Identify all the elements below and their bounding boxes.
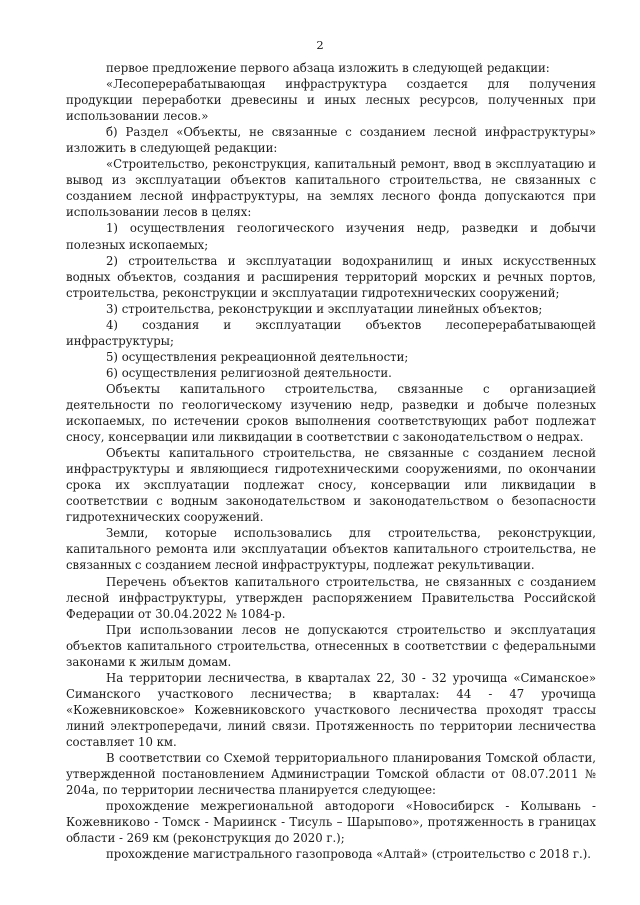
list-item: 1) осуществления геологического изучения недр, разведки и добычи полезных ископаемых; bbox=[66, 221, 596, 252]
paragraph: При использовании лесов не допускаются строительство и эксплуатация объектов капитального строительства, отнесенных в соответствии с федеральными законами к жилым домам. bbox=[66, 622, 596, 669]
paragraph: «Лесоперерабатывающая инфраструктура создается для получения продукции переработки древесины и иных лесных ресурсов, полученных при использовании лесов.» bbox=[66, 77, 596, 124]
list-item: 2) строительства и эксплуатации водохранилищ и иных искусственных водных объектов, создания и расширения территорий морских и речных портов, строительства, реконструкции и эксплуатации гидротехнических сооружений; bbox=[66, 253, 596, 300]
list-item: 4) создания и эксплуатации объектов лесоперерабатывающей инфраструктуры; bbox=[66, 317, 596, 348]
paragraph: Земли, которые использовались для строительства, реконструкции, капитального ремонта или эксплуатации объектов капитального строительства, не связанных с созданием лесной инфраструктуры, подлежат рекультивации. bbox=[66, 526, 596, 573]
paragraph: прохождение магистрального газопровода «Алтай» (строительство с 2018 г.). bbox=[106, 847, 591, 862]
paragraph: б) Раздел «Объекты, не связанные с созданием лесной инфраструктуры» изложить в следующей редакции: bbox=[66, 125, 596, 156]
paragraph: Объекты капитального строительства, не связанные с созданием лесной инфраструктуры и являющиеся гидротехническими сооружениями, по окончании срока их эксплуатации подлежат сносу, консервации или ликвидации в соответствии с водным законодательством и законодательством о безопасности гидротехнических сооружений. bbox=[66, 446, 596, 525]
list-item: 6) осуществления религиозной деятельности. bbox=[106, 365, 392, 380]
paragraph: Объекты капитального строительства, связанные с организацией деятельности по геологическому изучению недр, разведки и добыче полезных ископаемых, по истечении сроков выполнения соответствующих работ подлежат сносу, консервации или ликвидации в соответствии с законодательством о недрах. bbox=[66, 381, 596, 445]
paragraph: В соответствии со Схемой территориального планирования Томской области, утвержденной постановлением Администрации Томской области от 08.07.2011 № 204а, по территории лесничества планируется следующее: bbox=[66, 751, 596, 798]
document-body bbox=[66, 60, 596, 862]
paragraph: «Строительство, реконструкция, капитальный ремонт, ввод в эксплуатацию и вывод из эксплуатации объектов капитального строительства, не связанных с созданием лесной инфраструктуры, на землях лесного фонда допускаются при использовании лесов в целях: bbox=[66, 157, 596, 220]
list-item: 5) осуществления рекреационной деятельности; bbox=[106, 349, 409, 364]
list-item: 3) строительства, реконструкции и эксплуатации линейных объектов; bbox=[106, 301, 543, 316]
paragraph: первое предложение первого абзаца изложить в следующей редакции: bbox=[106, 61, 550, 75]
page-number: 2 bbox=[316, 38, 324, 52]
paragraph: прохождение межрегиональной автодороги «Новосибирск - Колывань - Кожевниково - Томск - Мариинск - Тисуль – Шарыпово», протяженность в границах области - 269 км (реконструкция до 2020 г.); bbox=[66, 799, 596, 846]
paragraph: На территории лесничества, в кварталах 22, 30 - 32 урочища «Симанское» Симанского участкового лесничества; в кварталах: 44 - 47 урочища «Кожевниковское» Кожевниковского участкового лесничества проходят трассы линий электропередачи, линий связи. Протяженность по территории лесничества составляет 10 км. bbox=[66, 670, 596, 749]
paragraph: Перечень объектов капитального строительства, не связанных с созданием лесной инфраструктуры, утвержден распоряжением Правительства Российской Федерации от 30.04.2022 № 1084-р. bbox=[66, 574, 596, 621]
